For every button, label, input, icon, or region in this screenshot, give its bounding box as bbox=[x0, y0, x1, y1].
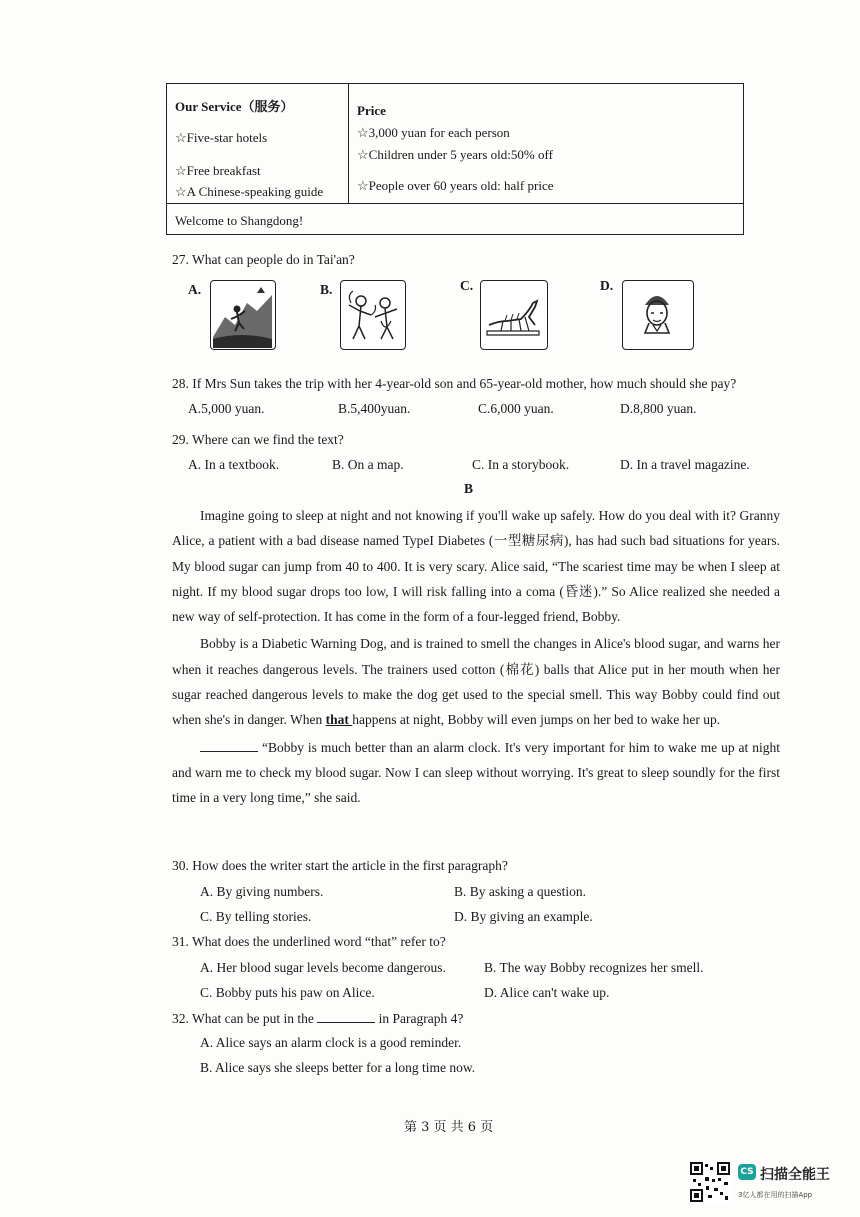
paragraph-1: Imagine going to sleep at night and not knowing if you'll wake up safely. How do you deal with it? Granny Alice, a patient with a bad disease named TypeI Diabetes (一型糖尿病), has had such bad situations for years. My blood sugar can jump from 40 to 400. It is very scary. Alice said, “The scariest time may be when I sleep at night. If my blood sugar drops too low, I will risk falling into a coma (昏迷).” So Alice realized she needed a new way of self-protection. It has come in the form of a four-legged friend, Bobby. bbox=[172, 508, 780, 625]
option-c: C.6,000 yuan. bbox=[478, 401, 554, 416]
dinosaur-fossil-icon bbox=[481, 281, 546, 348]
option-a: A. By giving numbers. bbox=[200, 884, 324, 899]
option-b: B. On a map. bbox=[332, 457, 404, 472]
price-item: ☆People over 60 years old: half price bbox=[357, 178, 554, 193]
price-item: ☆Children under 5 years old:50% off bbox=[357, 147, 553, 162]
passage bbox=[172, 503, 780, 811]
price-item: ☆3,000 yuan for each person bbox=[357, 125, 510, 140]
option-d: D. In a travel magazine. bbox=[620, 457, 750, 472]
option-a-picture bbox=[210, 280, 276, 350]
option-a: A. In a textbook. bbox=[188, 457, 280, 472]
option-c: C. In a storybook. bbox=[472, 457, 570, 472]
question-29: 29. Where can we find the text? bbox=[172, 432, 344, 447]
option-d-letter: D. bbox=[600, 278, 614, 293]
option-d: D. By giving an example. bbox=[454, 909, 593, 924]
option-b: B. Alice says she sleeps better for a long time now. bbox=[200, 1060, 476, 1075]
option-d: D. Alice can't wake up. bbox=[484, 985, 610, 1000]
page-number: 第 3 页 共 6 页 bbox=[404, 1120, 494, 1135]
paragraph-2-part-2: happens at night, Bobby will even jumps on her bed to wake her up. bbox=[352, 712, 721, 728]
service-item: ☆Five-star hotels bbox=[175, 130, 268, 145]
question-32 bbox=[172, 1010, 463, 1027]
welcome-text: Welcome to Shangdong! bbox=[175, 213, 304, 228]
table-footer bbox=[167, 203, 743, 234]
cs-logo-icon: CS bbox=[738, 1164, 756, 1180]
service-header: Our Service（服务） bbox=[175, 99, 294, 114]
option-b: B. The way Bobby recognizes her smell. bbox=[484, 960, 704, 975]
option-c: C. By telling stories. bbox=[200, 909, 312, 924]
qr-code-icon bbox=[690, 1162, 730, 1202]
section-heading: B bbox=[464, 481, 474, 496]
mountain-climbing-icon bbox=[211, 281, 274, 348]
opera-performance-icon bbox=[341, 281, 404, 348]
option-b-letter: B. bbox=[320, 282, 333, 297]
price-column bbox=[349, 84, 743, 203]
watermark-title: 扫描全能王 bbox=[760, 1167, 830, 1183]
option-c-letter: C. bbox=[460, 278, 474, 293]
question-32-part-2: in Paragraph 4? bbox=[375, 1011, 464, 1026]
paragraph-2-part-1: Bobby is a Diabetic Warning Dog, and is trained to smell the changes in Alice's blood sugar, and warns her when it reaches dangerous levels. The trainers used cotton (棉花) balls that Alice put in her mouth when her sugar reached dangerous levels to make the dog get used to the special smell. This way Bobby could find out when she's in danger. When bbox=[172, 636, 780, 728]
option-d: D.8,800 yuan. bbox=[620, 401, 697, 416]
question-32-part-1: 32. What can be put in the bbox=[172, 1011, 318, 1026]
service-item: ☆A Chinese-speaking guide bbox=[175, 184, 324, 199]
scanner-watermark bbox=[690, 1162, 850, 1206]
question-30: 30. How does the writer start the article in the first paragraph? bbox=[172, 858, 508, 873]
service-column bbox=[167, 84, 349, 203]
service-item: ☆Free breakfast bbox=[175, 163, 261, 178]
option-a: A. Her blood sugar levels become dangerous. bbox=[200, 960, 446, 975]
option-c: C. Bobby puts his paw on Alice. bbox=[200, 985, 375, 1000]
question-27: 27. What can people do in Tai'an? bbox=[172, 252, 355, 267]
option-b: B.5,400yuan. bbox=[338, 401, 411, 416]
paragraph-3 bbox=[172, 735, 780, 811]
watermark-subtitle: 3亿人都在用的扫描App bbox=[738, 1191, 813, 1199]
question-blank bbox=[317, 1010, 375, 1023]
price-header: Price bbox=[357, 103, 386, 118]
option-a-letter: A. bbox=[188, 282, 202, 297]
service-table bbox=[166, 83, 744, 235]
option-a: A.5,000 yuan. bbox=[188, 401, 265, 416]
option-b: B. By asking a question. bbox=[454, 884, 586, 899]
underlined-word: that bbox=[325, 712, 353, 728]
option-d-picture bbox=[622, 280, 694, 350]
question-28: 28. If Mrs Sun takes the trip with her 4-year-old son and 65-year-old mother, how much should she pay? bbox=[172, 376, 737, 391]
option-a: A. Alice says an alarm clock is a good reminder. bbox=[200, 1035, 462, 1050]
paragraph-3-text: “Bobby is much better than an alarm clock. It's very important for him to wake me up at night and warn me to check my blood sugar. Now I can sleep without worrying. It's great to sleep soundly for the first time in a very long time,” she said. bbox=[172, 739, 780, 806]
portrait-bust-icon bbox=[623, 281, 692, 348]
option-c-picture bbox=[480, 280, 548, 350]
paragraph-2 bbox=[172, 631, 780, 732]
answer-blank bbox=[200, 739, 258, 752]
question-31: 31. What does the underlined word “that” refer to? bbox=[172, 934, 446, 949]
option-b-picture bbox=[340, 280, 406, 350]
